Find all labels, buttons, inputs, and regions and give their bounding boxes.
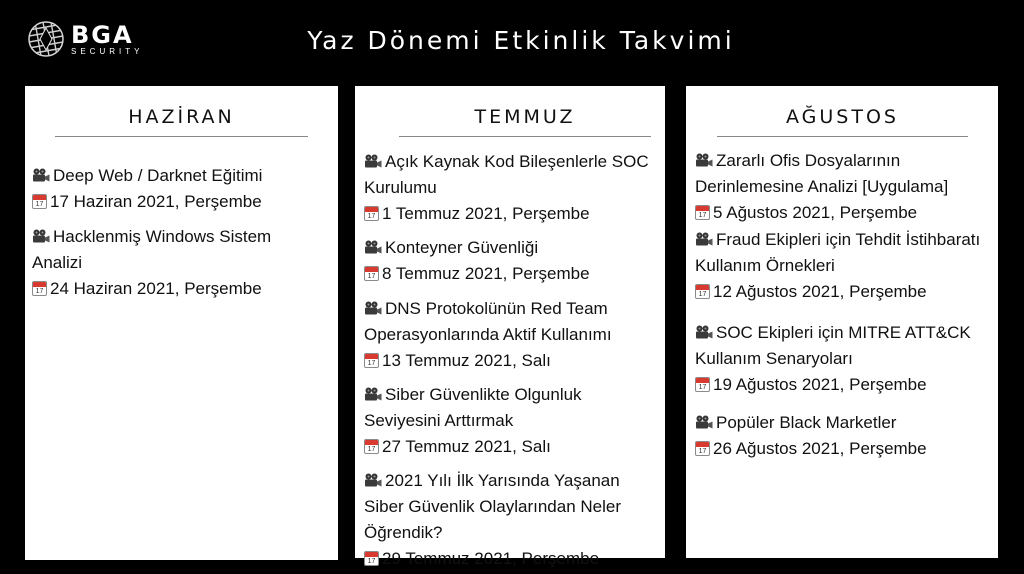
video-camera-icon bbox=[32, 226, 50, 241]
event-date: 17 Haziran 2021, Perşembe bbox=[50, 192, 262, 211]
calendar-icon: 17 bbox=[364, 551, 379, 566]
video-camera-icon bbox=[364, 384, 382, 399]
event-title: Açık Kaynak Kod Bileşenlerle SOC Kurulumu bbox=[364, 152, 649, 197]
event-title: DNS Protokolünün Red Team Operasyonlarında Aktif Kullanımı bbox=[364, 299, 612, 344]
calendar-icon: 17 bbox=[364, 266, 379, 281]
calendar-icon: 17 bbox=[364, 439, 379, 454]
event-item bbox=[695, 148, 968, 226]
calendar-icon: 17 bbox=[32, 194, 47, 209]
event-title: SOC Ekipleri için MITRE ATT&CK Kullanım Senaryoları bbox=[695, 323, 971, 368]
event-item bbox=[364, 468, 663, 572]
video-camera-icon bbox=[364, 470, 382, 485]
month-card-agustos bbox=[686, 86, 998, 558]
event-title: Fraud Ekipleri için Tehdit İstihbaratı Kullanım Örnekleri bbox=[695, 230, 981, 275]
month-header: HAZİRAN bbox=[55, 106, 308, 137]
event-date: 24 Haziran 2021, Perşembe bbox=[50, 279, 262, 298]
event-item bbox=[32, 163, 332, 215]
calendar-icon: 17 bbox=[695, 441, 710, 456]
event-title: Zararlı Ofis Dosyalarının Derinlemesine Analizi [Uygulama] bbox=[695, 151, 949, 196]
brand-name: BGA bbox=[71, 20, 134, 49]
event-item bbox=[695, 227, 996, 305]
event-date: 26 Ağustos 2021, Perşembe bbox=[713, 439, 927, 458]
event-item bbox=[364, 296, 641, 374]
event-date: 8 Temmuz 2021, Perşembe bbox=[382, 264, 590, 283]
month-header: TEMMUZ bbox=[399, 106, 651, 137]
video-camera-icon bbox=[695, 412, 713, 427]
event-title: 2021 Yılı İlk Yarısında Yaşanan Siber Güvenlik Olaylarından Neler Öğrendik? bbox=[364, 471, 622, 542]
event-item bbox=[364, 149, 659, 227]
calendar-icon: 17 bbox=[695, 205, 710, 220]
event-date: 29 Temmuz 2021, Perşembe bbox=[382, 549, 600, 568]
calendar-icon: 17 bbox=[695, 377, 710, 392]
event-title: Popüler Black Marketler bbox=[716, 413, 897, 432]
event-date: 27 Temmuz 2021, Salı bbox=[382, 437, 551, 456]
brand-subtitle: SECURITY bbox=[71, 46, 144, 56]
event-item bbox=[695, 320, 996, 398]
calendar-icon: 17 bbox=[364, 353, 379, 368]
event-title: Deep Web / Darknet Eğitimi bbox=[53, 166, 263, 185]
event-item bbox=[32, 224, 308, 302]
event-title: Konteyner Güvenliği bbox=[385, 238, 539, 257]
event-item bbox=[695, 410, 992, 462]
event-date: 1 Temmuz 2021, Perşembe bbox=[382, 204, 590, 223]
calendar-icon: 17 bbox=[695, 284, 710, 299]
event-item bbox=[364, 235, 659, 287]
video-camera-icon bbox=[695, 229, 713, 244]
video-camera-icon bbox=[364, 151, 382, 166]
video-camera-icon bbox=[695, 150, 713, 165]
event-date: 5 Ağustos 2021, Perşembe bbox=[713, 203, 918, 222]
month-card-haziran bbox=[25, 86, 338, 560]
video-camera-icon bbox=[364, 237, 382, 252]
month-card-temmuz bbox=[355, 86, 665, 568]
event-date: 12 Ağustos 2021, Perşembe bbox=[713, 282, 927, 301]
month-header: AĞUSTOS bbox=[717, 106, 968, 137]
video-camera-icon bbox=[695, 322, 713, 337]
calendar-icon: 17 bbox=[32, 281, 47, 296]
event-date: 13 Temmuz 2021, Salı bbox=[382, 351, 551, 370]
calendar-icon: 17 bbox=[364, 206, 379, 221]
event-item bbox=[364, 382, 615, 460]
event-title: Hacklenmiş Windows Sistem Analizi bbox=[32, 227, 272, 272]
page-title: Yaz Dönemi Etkinlik Takvimi bbox=[307, 26, 735, 55]
event-title: Siber Güvenlikte Olgunluk Seviyesini Arttırmak bbox=[364, 385, 582, 430]
event-date: 19 Ağustos 2021, Perşembe bbox=[713, 375, 927, 394]
video-camera-icon bbox=[32, 165, 50, 180]
video-camera-icon bbox=[364, 298, 382, 313]
